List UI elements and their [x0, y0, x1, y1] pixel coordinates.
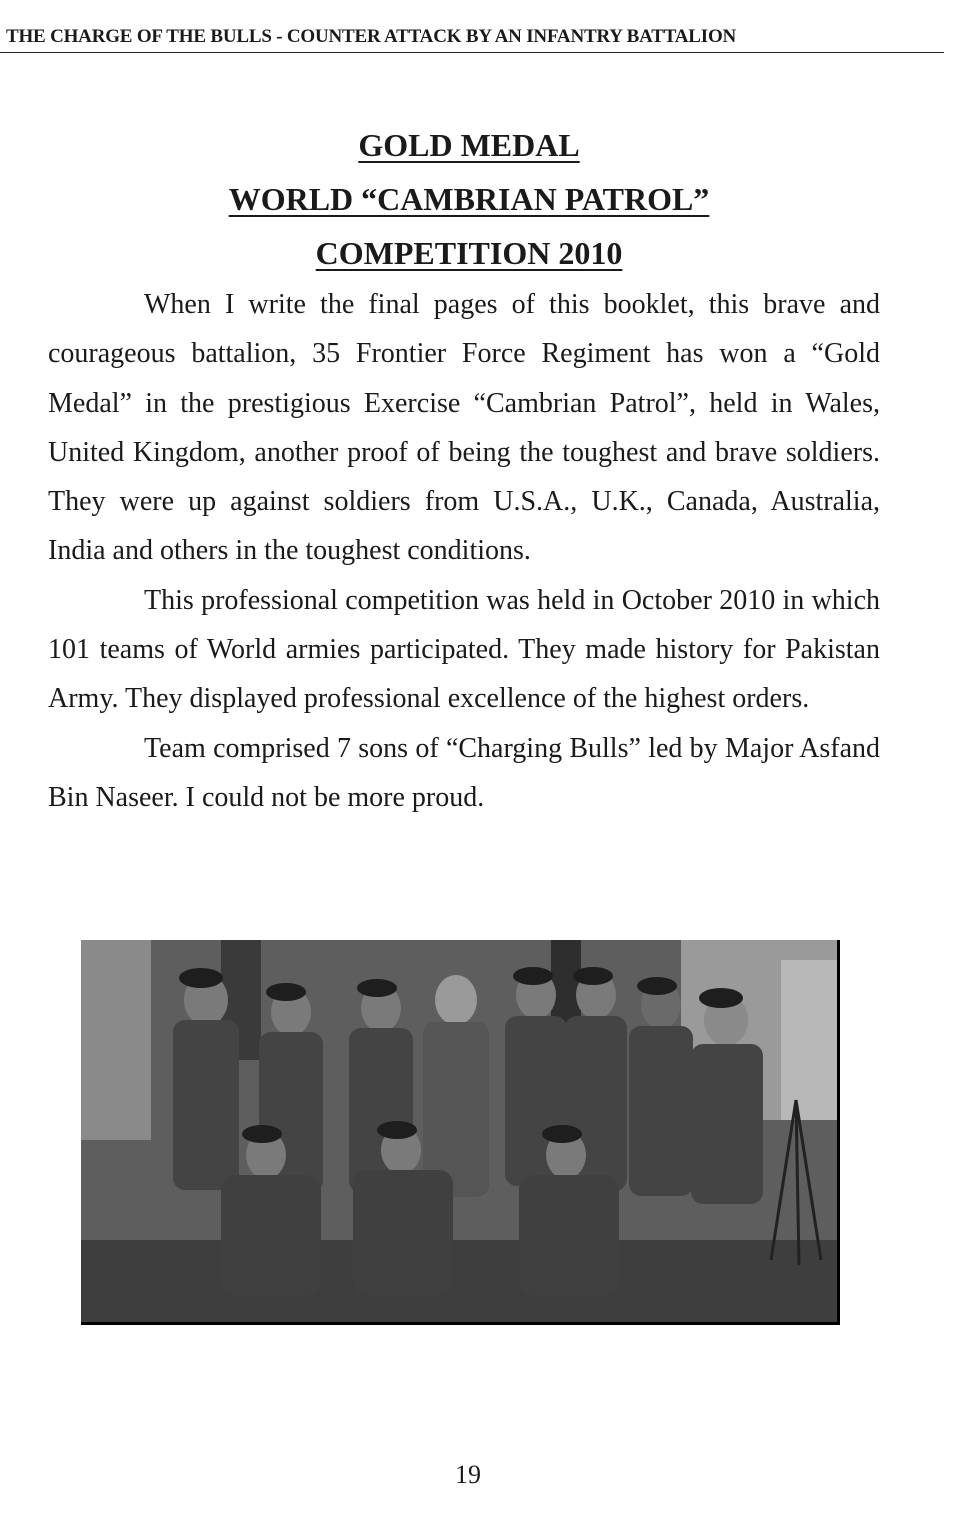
page-number: 19 [455, 1460, 481, 1489]
body-text [48, 280, 880, 822]
chapter-title [0, 118, 938, 280]
running-header: THE CHARGE OF THE BULLS - COUNTER ATTACK BY AN INFANTRY BATTALION [0, 26, 944, 53]
paragraph-2: This professional competition was held in October 2010 in which 101 teams of World armies participated. They made history for Pakistan Army. They displayed professional excellence of the highest orders. [48, 584, 880, 715]
team-photo [81, 940, 840, 1325]
title-line-3: COMPETITION 2010 [315, 235, 623, 271]
paragraph-3: Team comprised 7 sons of “Charging Bulls” led by Major Asfand Bin Naseer. I could not be more proud. [48, 732, 880, 813]
paragraph-1: When I write the final pages of this booklet, this brave and courageous battalion, 35 Frontier Force Regiment has won a “Gold Medal” in the prestigious Exercise “Cambrian Patrol”, held in Wales, United Kingdom, another proof of being the toughest and brave soldiers. They were up against soldiers from U.S.A., U.K., Canada, Australia, India and others in the toughest conditions. [48, 289, 880, 567]
title-line-2: WORLD “CAMBRIAN PATROL” [228, 181, 710, 217]
team-photo-icon [81, 940, 840, 1325]
title-line-1: GOLD MEDAL [358, 127, 580, 163]
